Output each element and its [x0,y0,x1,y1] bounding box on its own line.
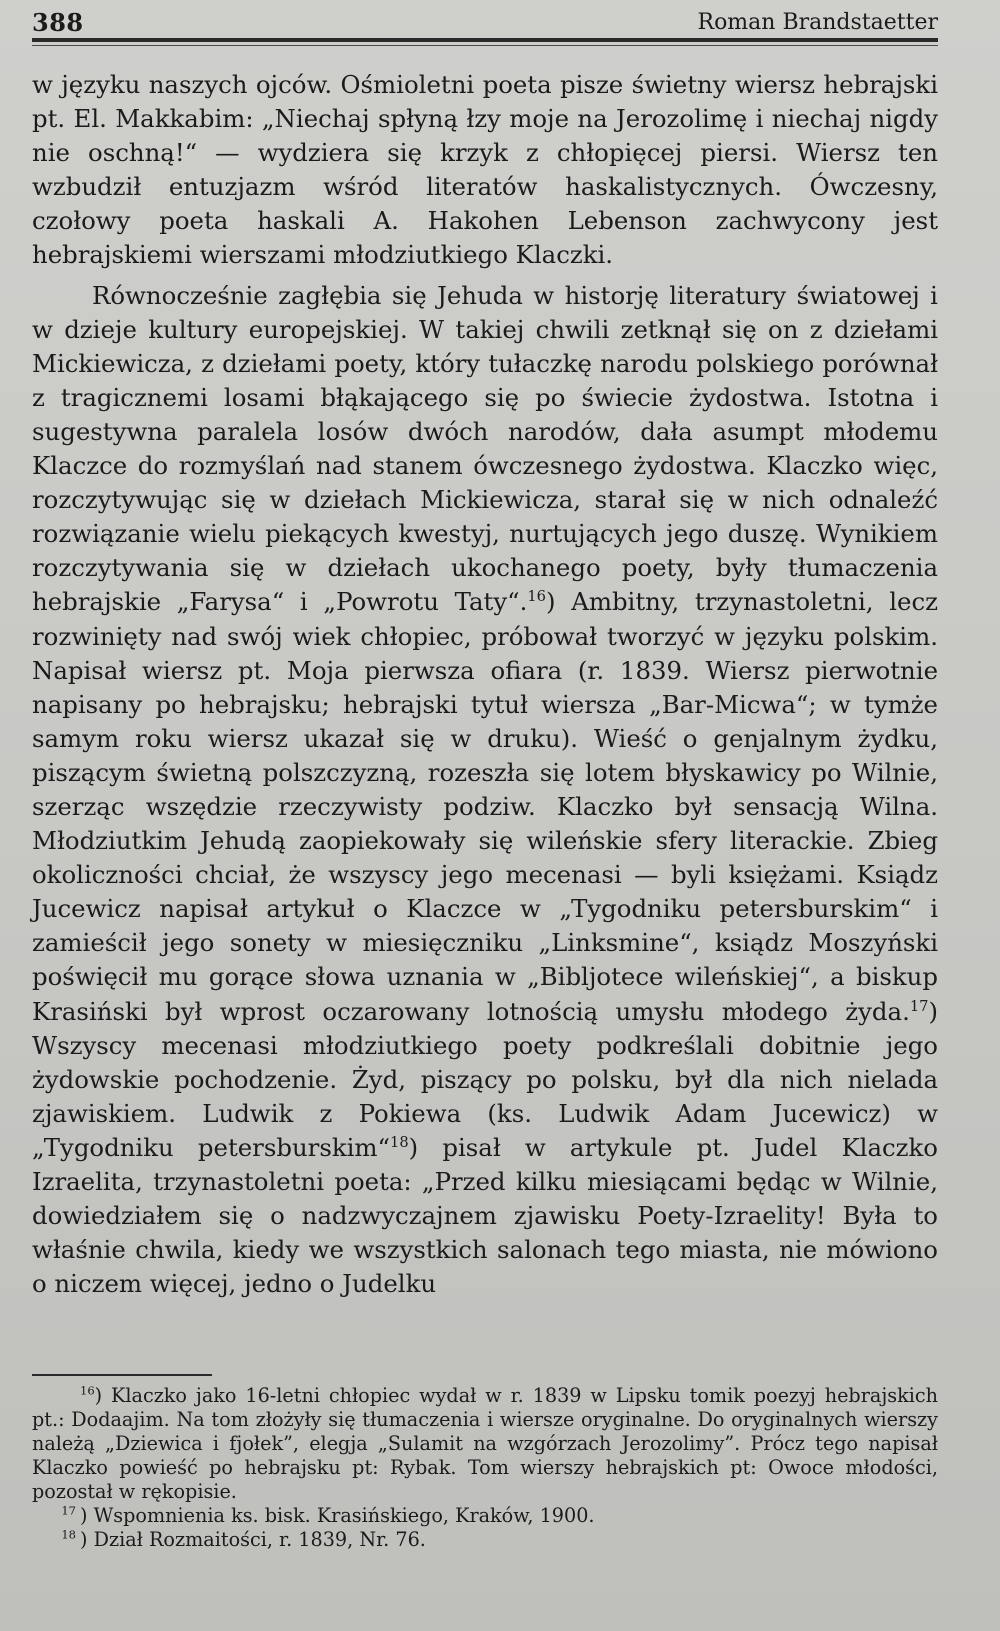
footnote-16-number: 16 [80,1383,95,1398]
footnote-18-text: ) Dział Rozmaitości, r. 1839, Nr. 76. [80,1528,426,1551]
running-title: Roman Brandstaetter [697,10,938,35]
footnote-ref-17: 17 [909,997,929,1015]
footnote-17 [32,1504,938,1528]
footnote-17-number: 17 [61,1503,76,1518]
footnotes [32,1374,938,1552]
footnote-17-text: ) Wspomnienia ks. bisk. Krasińskiego, Kraków, 1900. [80,1504,595,1527]
running-head [32,8,938,42]
footnote-18 [32,1528,938,1552]
paragraph-2 [32,279,938,1302]
paragraph-2-part-d: ) pisał w artykule pt. Judel Klaczko Izraelita, trzynastoletni poeta: „Przed kilku miesiącami będąc w Wilnie, dowiedziałem się o nadzwyczajnem zjawisku Poety-Izraelity! Była to właśnie chwila, kiedy we wszystkich salonach tego miasta, nie mówiono o niczem więcej, jedno o Judelku [32,1132,938,1299]
header-rule [32,45,938,46]
footnote-ref-16: 16 [527,588,546,606]
body-text [32,68,938,1301]
paragraph-2-part-a: Równocześnie zagłębia się Jehuda w historję literatury światowej i w dzieje kultury europejskiej. W takiej chwili zetknął się on z dziełami Mickiewicza, z dziełami poety, który tułaczkę narodu polskiego porównał z tragicznemi losami błąkającego się po świecie żydostwa. Istotna i sugestywna paralela losów dwóch narodów, dała asumpt młodemu Klaczce do rozmyślań nad stanem ówczesnego żydostwa. Klaczko więc, rozczytywując się w dziełach Mickiewicza, starał się w nich odnaleźć rozwiązanie wielu piekących kwestyj, nurtujących jego duszę. Wynikiem rozczytywania się w dziełach ukochanego poety, były tłumaczenia hebrajskie „Farysa“ i „Powrotu Taty“. [32,280,938,617]
footnote-rule [32,1374,212,1376]
page-number: 388 [32,8,84,37]
footnote-ref-18: 18 [390,1133,409,1151]
footnote-18-number: 18 [61,1527,76,1542]
paragraph-2-part-b: ) Ambitny, trzynastoletni, lecz rozwinięty nad swój wiek chłopiec, próbował tworzyć w języku polskim. Napisał wiersz pt. Moja pierwsza ofiara (r. 1839. Wiersz pierwotnie napisany po hebrajsku; hebrajski tytuł wiersza „Bar-Micwa“; w tymże samym roku wiersz ukazał się w druku). Wieść o genjalnym żydku, piszącym świetną polszczyzną, rozeszła się lotem błyskawicy po Wilnie, szerząc wszędzie rzeczywisty podziw. Klaczko był sensacją Wilna. Młodziutkim Jehudą zaopiekowały się wileńskie sfery literackie. Zbieg okoliczności chciał, że wszyscy jego mecenasi — byli księżami. Ksiądz Jucewicz napisał artykuł o Klaczce w „Tygodniku petersburskim“ i zamieścił jego sonety w miesięczniku „Linksmine“, ksiądz Moszyński poświęcił mu gorące słowa uznania w „Bibljotece wileńskiej“, a biskup Krasiński był wprost oczarowany lotnością umysłu młodego żyda. [32,587,938,1026]
paragraph-1: w języku naszych ojców. Ośmioletni poeta pisze świetny wiersz hebrajski pt. El. Makkabim: „Niechaj spłyną łzy moje na Jerozolimę i niechaj nigdy nie oschną!“ — wydziera się krzyk z chłopięcej piersi. Wiersz ten wzbudził entuzjazm wśród literatów haskalistycznych. Ówczesny, czołowy poeta haskali A. Hakohen Lebenson zachwycony jest hebrajskiemi wierszami młodziutkiego Klaczki. [32,70,938,270]
footnote-16-text: ) Klaczko jako 16-letni chłopiec wydał w r. 1839 w Lipsku tomik poezyj hebrajskich pt.: Dodaajim. Na tom złożyły się tłumaczenia i wiersze oryginalne. Do oryginalnych wierszy należą „Dziewica i fjołek”, elegja „Sulamit na wzgórzach Jerozolimy”. Prócz tego napisał Klaczko powieść po hebrajsku pt: Rybak. Tom wierszy hebrajskich pt: Owoce młodości, pozostał w rękopisie. [32,1384,938,1503]
footnote-16 [32,1384,938,1504]
paragraph-2-part-c: ) Wszyscy mecenasi młodziutkiego poety podkreślali dobitnie jego żydowskie pochodzenie. Żyd, piszący po polsku, był dla nich nielada zjawiskiem. Ludwik z Pokiewa (ks. Ludwik Adam Jucewicz) w „Tygodniku petersburskim“ [32,996,938,1162]
